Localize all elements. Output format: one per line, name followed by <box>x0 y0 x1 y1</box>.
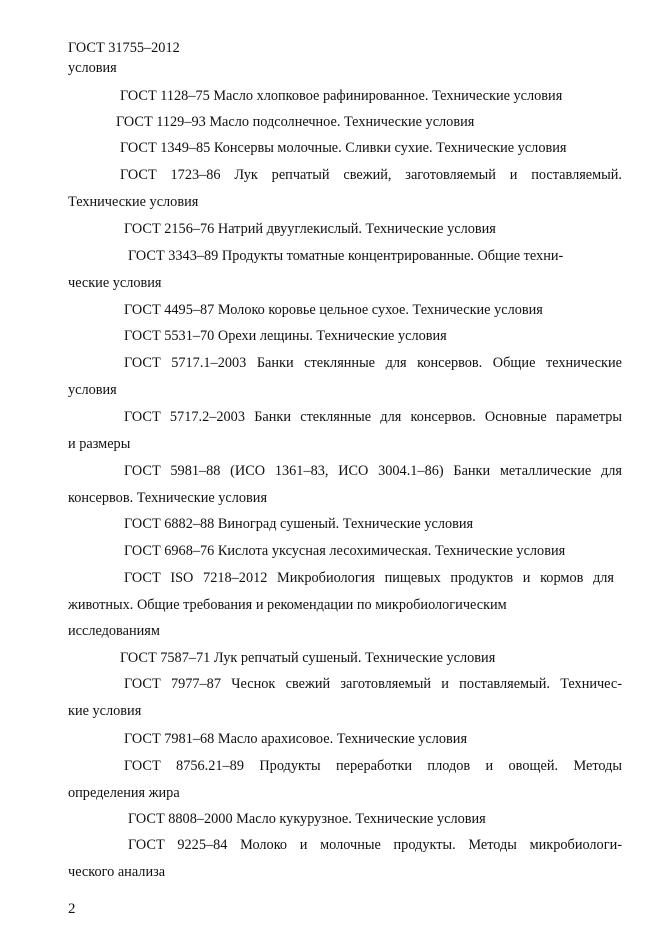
reference-line-cont: исследованиям <box>68 623 160 639</box>
reference-line: ГОСТ 1128–75 Масло хлопковое рафинированное. Технические условия <box>120 88 563 104</box>
reference-line-cont: ческие условия <box>68 275 162 291</box>
reference-line-cont: определения жира <box>68 785 180 801</box>
reference-line: ГОСТ 1723–86 Лук репчатый свежий, заготовляемый и поставляемый. <box>120 167 622 183</box>
reference-line: ГОСТ 7587–71 Лук репчатый сушеный. Технические условия <box>120 650 496 666</box>
reference-line: ГОСТ 1129–93 Масло подсолнечное. Технические условия <box>116 114 475 130</box>
doc-number-header: ГОСТ 31755–2012 <box>68 40 180 56</box>
reference-line: ГОСТ 8756.21–89 Продукты переработки плодов и овощей. Методы <box>124 758 622 774</box>
reference-line: ГОСТ 4495–87 Молоко коровье цельное сухое. Технические условия <box>124 302 543 318</box>
reference-line: ГОСТ 3343–89 Продукты томатные концентрированные. Общие техни- <box>128 248 564 264</box>
page-number: 2 <box>68 901 76 917</box>
reference-line: ГОСТ 2156–76 Натрий двууглекислый. Технические условия <box>124 221 496 237</box>
reference-line: ГОСТ 8808–2000 Масло кукурузное. Технические условия <box>128 811 486 827</box>
reference-line: ГОСТ 5531–70 Орехи лещины. Технические условия <box>124 328 447 344</box>
reference-line-cont: Технические условия <box>68 194 199 210</box>
reference-line: ГОСТ 1349–85 Консервы молочные. Сливки сухие. Технические условия <box>120 140 567 156</box>
reference-line-cont: кие условия <box>68 703 142 719</box>
reference-line: ГОСТ 5717.2–2003 Банки стеклянные для консервов. Основные параметры <box>124 409 622 425</box>
reference-line: ГОСТ 6968–76 Кислота уксусная лесохимическая. Технические условия <box>124 543 566 559</box>
reference-line-cont: животных. Общие требования и рекомендации по микробиологическим <box>68 597 507 613</box>
reference-line-cont: консервов. Технические условия <box>68 490 268 506</box>
reference-line: ГОСТ 7977–87 Чеснок свежий заготовляемый и поставляемый. Техничес- <box>124 676 622 692</box>
reference-line-cont: условия <box>68 382 117 398</box>
reference-line: ГОСТ 5717.1–2003 Банки стеклянные для консервов. Общие технические <box>124 355 622 371</box>
reference-line: ГОСТ 5981–88 (ИСО 1361–83, ИСО 3004.1–86) Банки металлические для <box>124 463 622 479</box>
reference-line-cont: и размеры <box>68 436 131 452</box>
reference-line: ГОСТ 9225–84 Молоко и молочные продукты. Методы микробиологи- <box>128 837 622 853</box>
reference-line: ГОСТ ISO 7218–2012 Микробиология пищевых продуктов и кормов для <box>124 570 614 586</box>
reference-line-cont: ческого анализа <box>68 864 166 880</box>
continuation-text: условия <box>68 60 117 76</box>
reference-line: ГОСТ 7981–68 Масло арахисовое. Технические условия <box>124 731 468 747</box>
reference-line: ГОСТ 6882–88 Виноград сушеный. Технические условия <box>124 516 474 532</box>
